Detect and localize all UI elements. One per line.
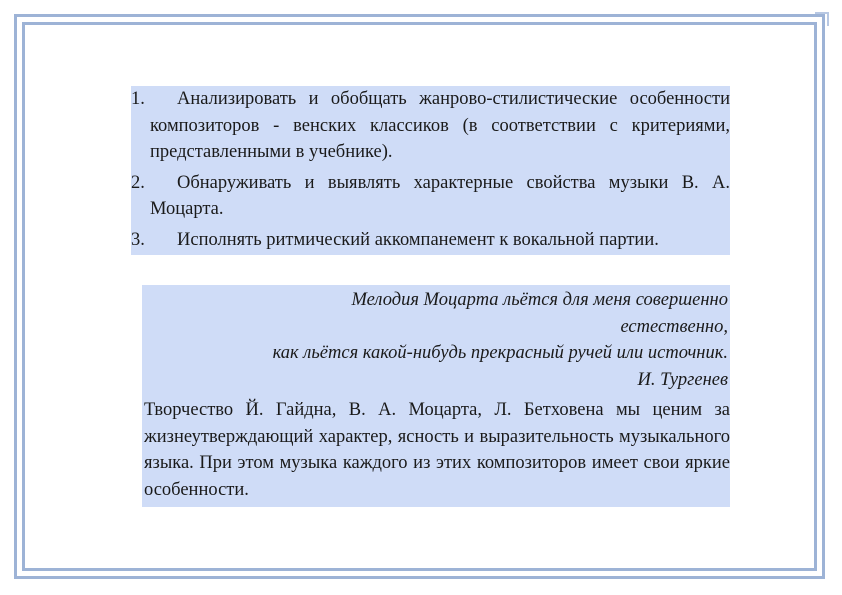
border-corner-decoration — [815, 12, 829, 26]
quote-line: Мелодия Моцарта льётся для меня совершенно — [351, 290, 728, 310]
quote-line: как льётся какой-нибудь прекрасный ручей или источник. — [272, 343, 728, 363]
goal-number: 2. — [131, 172, 145, 193]
goal-text: Обнаруживать и выявлять характерные свойства музыки В. А. Моцарта. — [150, 172, 730, 219]
goal-number: 1. — [131, 89, 145, 109]
goal-item — [131, 86, 730, 166]
body-paragraph: Творчество Й. Гайдна, В. А. Моцарта, Л. Бетховена мы ценим за жизнеутверждающий характер, ясность и выразительность музыкального языка. При этом музыка каждого из этих композиторов имеет свои яркие особенности. — [142, 396, 730, 507]
goal-text: Анализировать и обобщать жанрово-стилистические особенности композиторов - венских классиков (в соответствии с критериями, представленными в учебнике). — [150, 89, 730, 162]
goal-text: Исполнять ритмический аккомпанемент к вокальной партии. — [177, 229, 659, 250]
goal-number: 3. — [131, 229, 145, 250]
quote-author: И. Тургенев — [637, 369, 728, 390]
goal-item — [131, 170, 730, 223]
goal-item — [131, 227, 730, 254]
quote-line: естественно, — [620, 316, 728, 337]
epigraph-quote — [142, 285, 730, 397]
lesson-goals-list — [131, 86, 730, 255]
